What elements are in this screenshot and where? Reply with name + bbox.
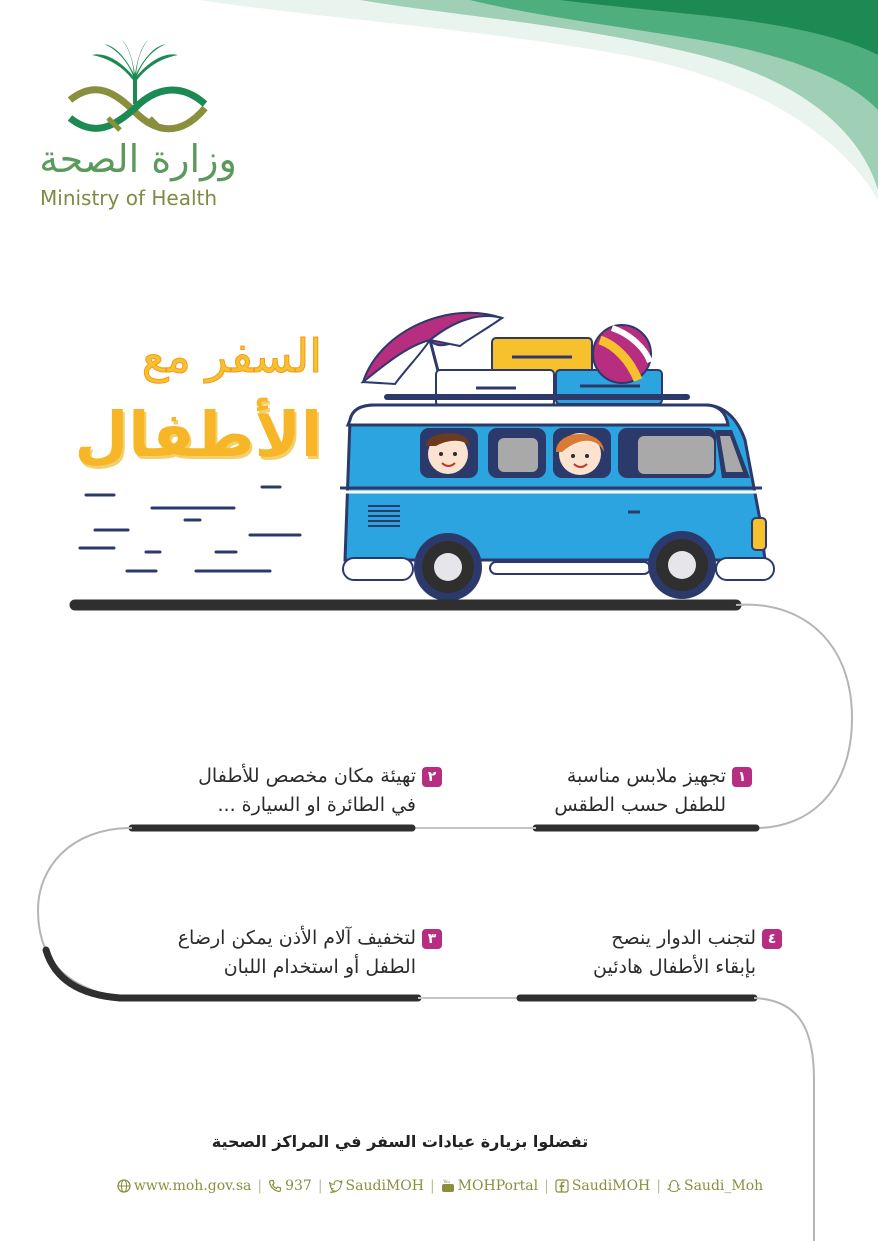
tip-text-line: بإبقاء الأطفال هادئين (593, 956, 756, 978)
tip-number-badge: ٢ (422, 767, 442, 787)
phone-icon (268, 1179, 282, 1193)
call-to-action: تفضلوا بزيارة عيادات السفر في المراكز الصحية (211, 1132, 589, 1151)
header-wave-decoration (200, 0, 878, 200)
ministry-name-arabic: وزارة الصحة (39, 137, 237, 181)
tip-1 (470, 762, 752, 820)
separator: | (317, 1178, 323, 1194)
twitter-text: SaudiMOH (345, 1178, 424, 1194)
facebook-link[interactable] (550, 1178, 655, 1194)
tip-2 (100, 762, 442, 820)
snapchat-icon (667, 1179, 681, 1193)
separator: | (429, 1178, 435, 1194)
title-line-2: الأطفال (74, 398, 322, 471)
youtube-link[interactable] (436, 1178, 543, 1194)
separator: | (257, 1178, 263, 1194)
tip-text-line: للطفل حسب الطقس (554, 794, 726, 816)
svg-text:You: You (442, 1179, 450, 1184)
moh-emblem (70, 40, 205, 130)
phone-link[interactable] (263, 1178, 317, 1194)
tip-3 (100, 924, 442, 982)
facebook-text: SaudiMOH (571, 1178, 651, 1194)
facebook-icon (555, 1179, 569, 1193)
separator: | (544, 1178, 549, 1194)
twitter-icon (329, 1179, 343, 1193)
tip-4 (470, 924, 782, 982)
tip-text-line: لتجنب الدوار ينصح (611, 927, 756, 949)
title-line-1: السفر مع (141, 329, 322, 383)
contact-links (110, 1175, 770, 1197)
tip-text-line: الطفل أو استخدام اللبان (223, 956, 416, 978)
bus-illustration (338, 313, 774, 601)
youtube-icon (441, 1179, 455, 1193)
globe-icon (117, 1179, 131, 1193)
tip-number-badge: ٤ (762, 929, 782, 949)
tip-text-line: تهيئة مكان مخصص للأطفال (198, 765, 416, 787)
website-link[interactable] (112, 1178, 257, 1194)
youtube-text: MOHPortal (457, 1178, 539, 1194)
website-text: www.moh.gov.sa (133, 1178, 252, 1194)
tip-number-badge: ٣ (422, 929, 442, 949)
speed-lines (80, 487, 300, 571)
snapchat-link[interactable] (662, 1178, 768, 1194)
tip-text-line: تجهيز ملابس مناسبة (566, 765, 726, 787)
separator: | (656, 1178, 661, 1194)
tip-text-line: لتخفيف آلام الأذن يمكن ارضاع (177, 927, 416, 949)
ministry-name-english: Ministry of Health (40, 186, 218, 210)
phone-text: 937 (285, 1178, 312, 1194)
tip-number-badge: ١ (732, 767, 752, 787)
twitter-link[interactable] (324, 1178, 429, 1194)
snapchat-text: Saudi_Moh (683, 1178, 764, 1194)
tip-text-line: في الطائرة او السيارة ... (217, 794, 416, 816)
